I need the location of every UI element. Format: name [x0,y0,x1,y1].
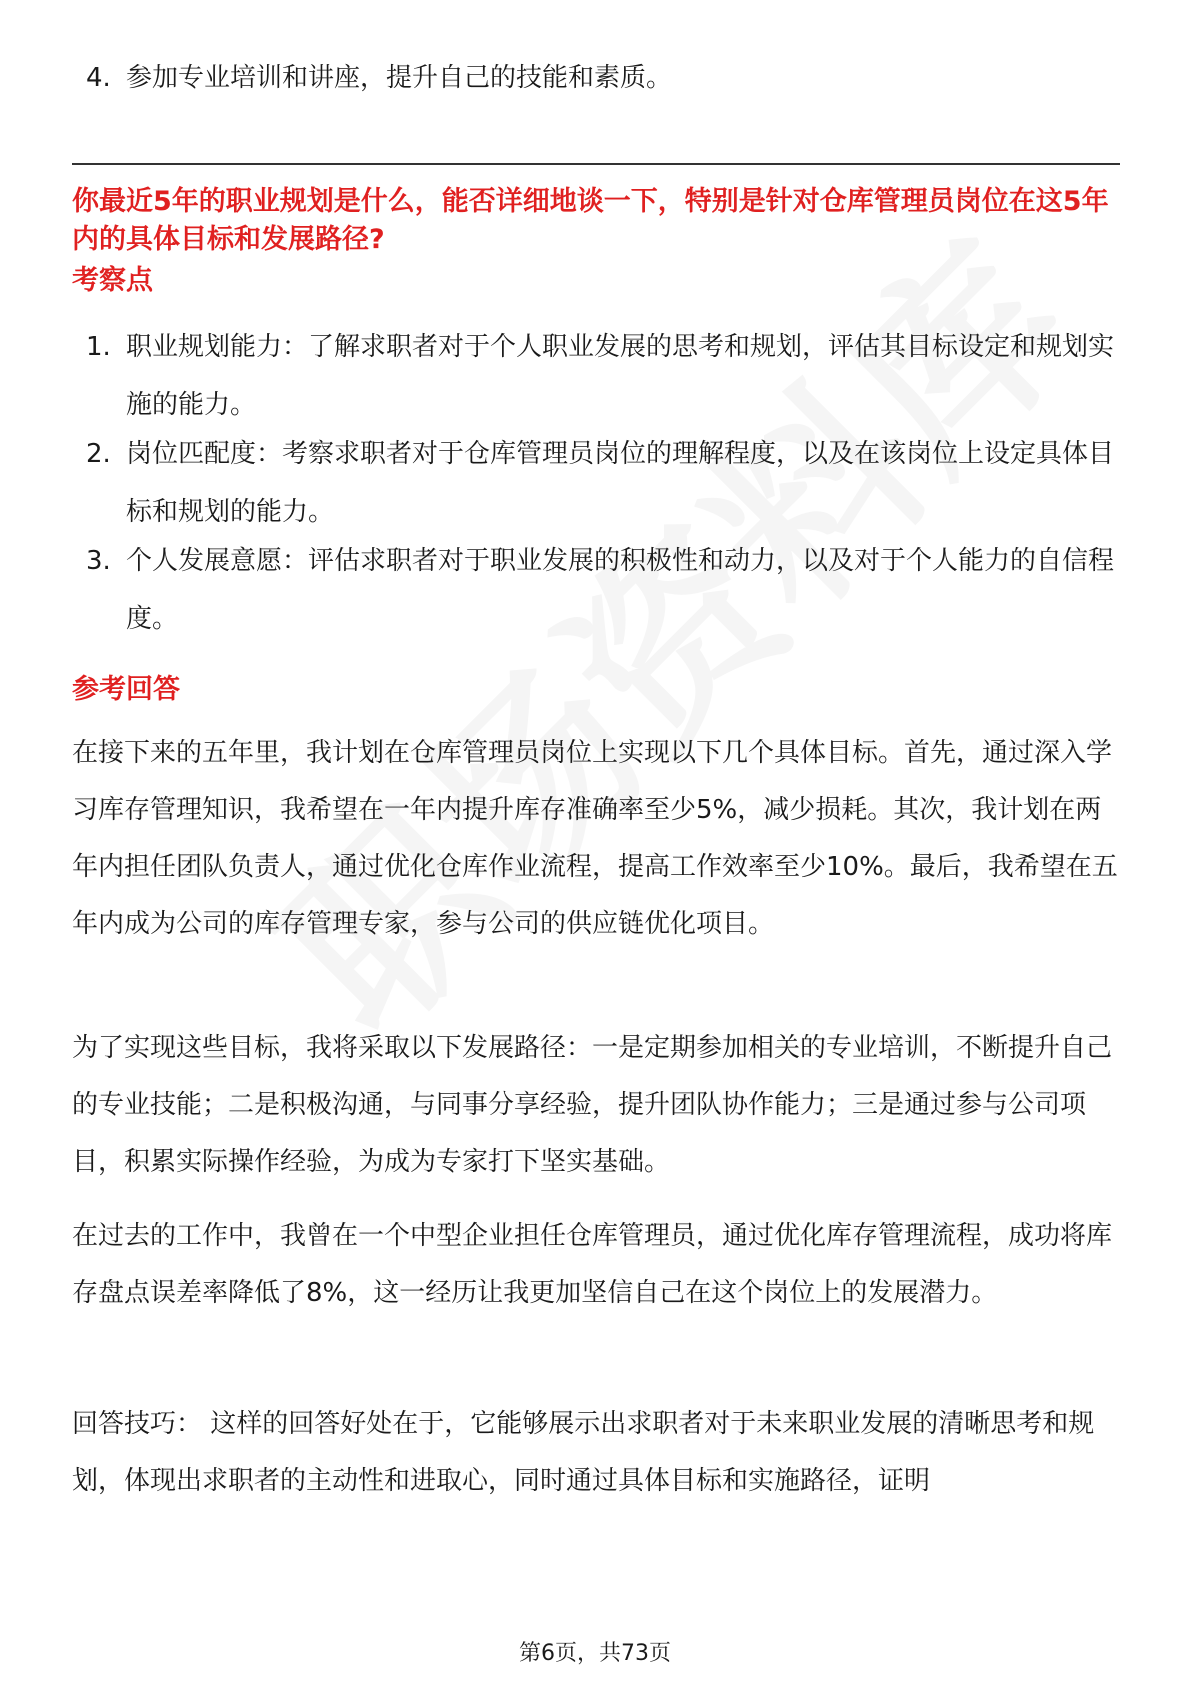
interview-question: 你最近5年的职业规划是什么，能否详细地谈一下，特别是针对仓库管理员岗位在这5年内的具体目标和发展路径? [72,186,1109,255]
answer-tip-paragraph: 回答技巧： 这样的回答好处在于，它能够展示出求职者对于未来职业发展的清晰思考和规划，体现出求职者的主动性和进取心，同时通过具体目标和实施路径，证明 [72,1409,1095,1496]
list-item [86,532,1126,648]
list-item-number: 3. [86,546,111,576]
list-item-text: 参加专业培训和讲座，提升自己的技能和素质。 [126,63,673,93]
list-item-text: 职业规划能力：了解求职者对于个人职业发展的思考和规划，评估其目标设定和规划实施的能力。 [126,332,1115,420]
answer-paragraph: 在过去的工作中，我曾在一个中型企业担任仓库管理员，通过优化库存管理流程，成功将库存盘点误差率降低了8%，这一经历让我更加坚信自己在这个岗位上的发展潜力。 [72,1221,1113,1308]
list-item [86,425,1126,541]
list-item-number: 1. [86,332,111,362]
list-item-text: 岗位匹配度：考察求职者对于仓库管理员岗位的理解程度，以及在该岗位上设定具体目标和规划的能力。 [126,439,1115,527]
section-divider [72,163,1120,165]
list-item-number: 4. [86,63,111,93]
list-item [86,49,1126,107]
list-item-text: 个人发展意愿：评估求职者对于职业发展的积极性和动力，以及对于个人能力的自信程度。 [126,546,1115,634]
section-title-focus: 考察点 [72,265,153,296]
list-item [86,318,1126,434]
section-title-answer: 参考回答 [72,674,180,705]
answer-paragraph: 在接下来的五年里，我计划在仓库管理员岗位上实现以下几个具体目标。首先，通过深入学习库存管理知识，我希望在一年内提升库存准确率至少5%，减少损耗。其次，我计划在两年内担任团队负责人，通过优化仓库作业流程，提高工作效率至少10%。最后，我希望在五年内成为公司的库存管理专家，参与公司的供应链优化项目。 [72,738,1118,939]
answer-paragraph: 为了实现这些目标，我将采取以下发展路径：一是定期参加相关的专业培训，不断提升自己的专业技能；二是积极沟通，与同事分享经验，提升团队协作能力；三是通过参与公司项目，积累实际操作经验，为成为专家打下坚实基础。 [72,1033,1113,1177]
list-item-number: 2. [86,439,111,469]
page-number: 第6页，共73页 [519,1641,671,1666]
